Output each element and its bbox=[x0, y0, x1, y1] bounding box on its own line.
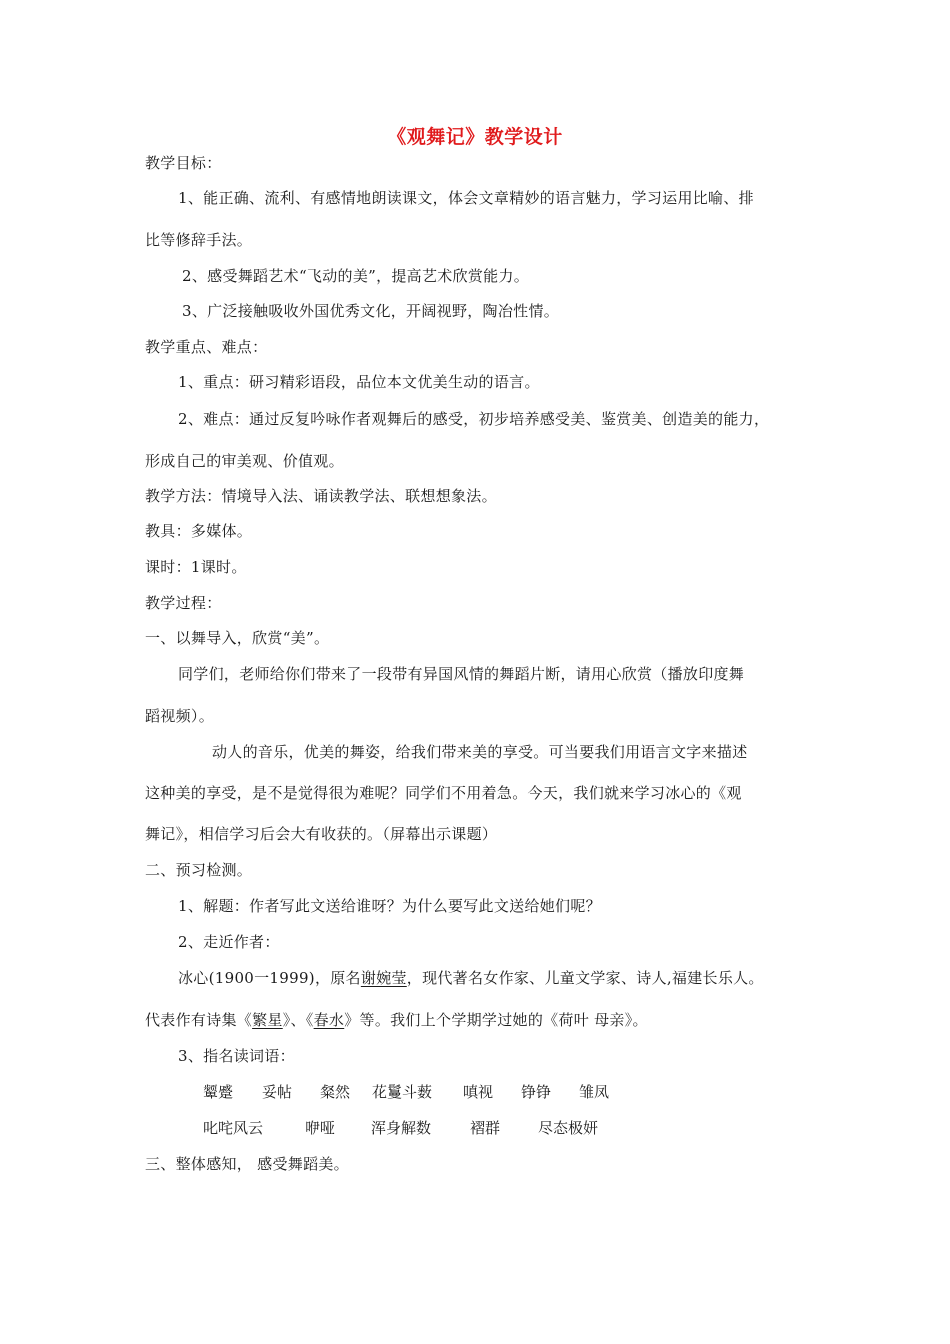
vocab-word: 粲然 bbox=[320, 1083, 351, 1101]
objectives-heading: 教学目标： bbox=[145, 154, 222, 172]
author-works-text: 代表作有诗集《 bbox=[145, 1011, 253, 1029]
vocab-word: 褶群 bbox=[470, 1119, 501, 1137]
work-title-fanxing: 繁星 bbox=[252, 1011, 283, 1029]
author-intro-text: 冰心(1900一1999)，原名 bbox=[178, 969, 361, 987]
objective-1-line-2: 比等修辞手法。 bbox=[145, 231, 253, 249]
section-2-item-1: 1、解题：作者写此文送给谁呀？为什么要写此文送给她们呢？ bbox=[178, 897, 601, 915]
section-2-item-3: 3、指名读词语： bbox=[178, 1047, 295, 1065]
section-1-para-2-line-2: 这种美的享受，是不是觉得很为难呢？同学们不用着急。今天，我们就来学习冰心的《观 bbox=[145, 784, 742, 802]
vocab-word: 咿哑 bbox=[305, 1119, 336, 1137]
section-1-para-1-line-2: 蹈视频）。 bbox=[145, 707, 215, 725]
process-heading: 教学过程： bbox=[145, 594, 222, 612]
vocab-word: 尽态极妍 bbox=[538, 1119, 599, 1137]
section-2-item-2: 2、走近作者： bbox=[178, 933, 280, 951]
vocab-word: 妥帖 bbox=[262, 1083, 293, 1101]
vocab-word: 浑身解数 bbox=[371, 1119, 432, 1137]
work-title-chunshui: 春水 bbox=[313, 1011, 345, 1029]
key-point-1: 1、重点：研习精彩语段，品位本文优美生动的语言。 bbox=[178, 373, 540, 391]
author-original-name: 谢婉莹 bbox=[360, 969, 407, 987]
vocab-word: 花鬘斗薮 bbox=[372, 1083, 433, 1101]
objective-2: 2、感受舞蹈艺术“飞动的美”，提高艺术欣赏能力。 bbox=[182, 267, 530, 285]
author-intro-line-1 bbox=[178, 967, 764, 989]
section-1-heading: 一、以舞导入，欣赏“美”。 bbox=[145, 629, 330, 647]
vocab-word: 铮铮 bbox=[521, 1083, 552, 1101]
teaching-method: 教学方法：情境导入法、诵读教学法、联想想象法。 bbox=[145, 487, 497, 505]
section-3-heading: 三、整体感知， 感受舞蹈美。 bbox=[145, 1155, 349, 1173]
author-intro-line-2 bbox=[145, 1009, 648, 1031]
author-works-text: 》等。我们上个学期学过她的《荷叶 母亲》。 bbox=[344, 1011, 648, 1029]
key-point-2-line-2: 形成自己的审美观、价值观。 bbox=[145, 452, 344, 470]
objective-1-line-1: 1、能正确、流利、有感情地朗读课文，体会文章精妙的语言魅力，学习运用比喻、排 bbox=[178, 189, 754, 207]
key-point-2-line-1: 2、难点：通过反复吟咏作者观舞后的感受，初步培养感受美、鉴赏美、创造美的能力， bbox=[178, 410, 770, 428]
vocab-word: 雏凤 bbox=[579, 1083, 610, 1101]
vocab-word: 嗔视 bbox=[463, 1083, 494, 1101]
class-hours: 课时：1课时。 bbox=[145, 558, 247, 576]
author-intro-text: ，现代著名女作家、儿童文学家、诗人,福建长乐人。 bbox=[406, 969, 764, 987]
section-1-para-2-line-3: 舞记》，相信学习后会大有收获的。（屏幕出示课题） bbox=[145, 825, 498, 843]
section-1-para-2-line-1: 动人的音乐，优美的舞姿，给我们带来美的享受。可当要我们用语言文字来描述 bbox=[212, 743, 748, 761]
key-points-heading: 教学重点、难点： bbox=[145, 338, 268, 356]
vocab-word: 叱咤风云 bbox=[203, 1119, 264, 1137]
author-works-text: 》、《 bbox=[282, 1011, 314, 1029]
document-title: 《观舞记》教学设计 bbox=[387, 126, 563, 148]
teaching-tools: 教具：多媒体。 bbox=[145, 522, 253, 540]
section-1-para-1-line-1: 同学们，老师给你们带来了一段带有异国风情的舞蹈片断，请用心欣赏（播放印度舞 bbox=[178, 665, 745, 683]
section-2-heading: 二、预习检测。 bbox=[145, 861, 253, 879]
objective-3: 3、广泛接触吸收外国优秀文化，开阔视野，陶冶性情。 bbox=[182, 302, 560, 320]
vocab-word: 颦蹙 bbox=[203, 1083, 234, 1101]
